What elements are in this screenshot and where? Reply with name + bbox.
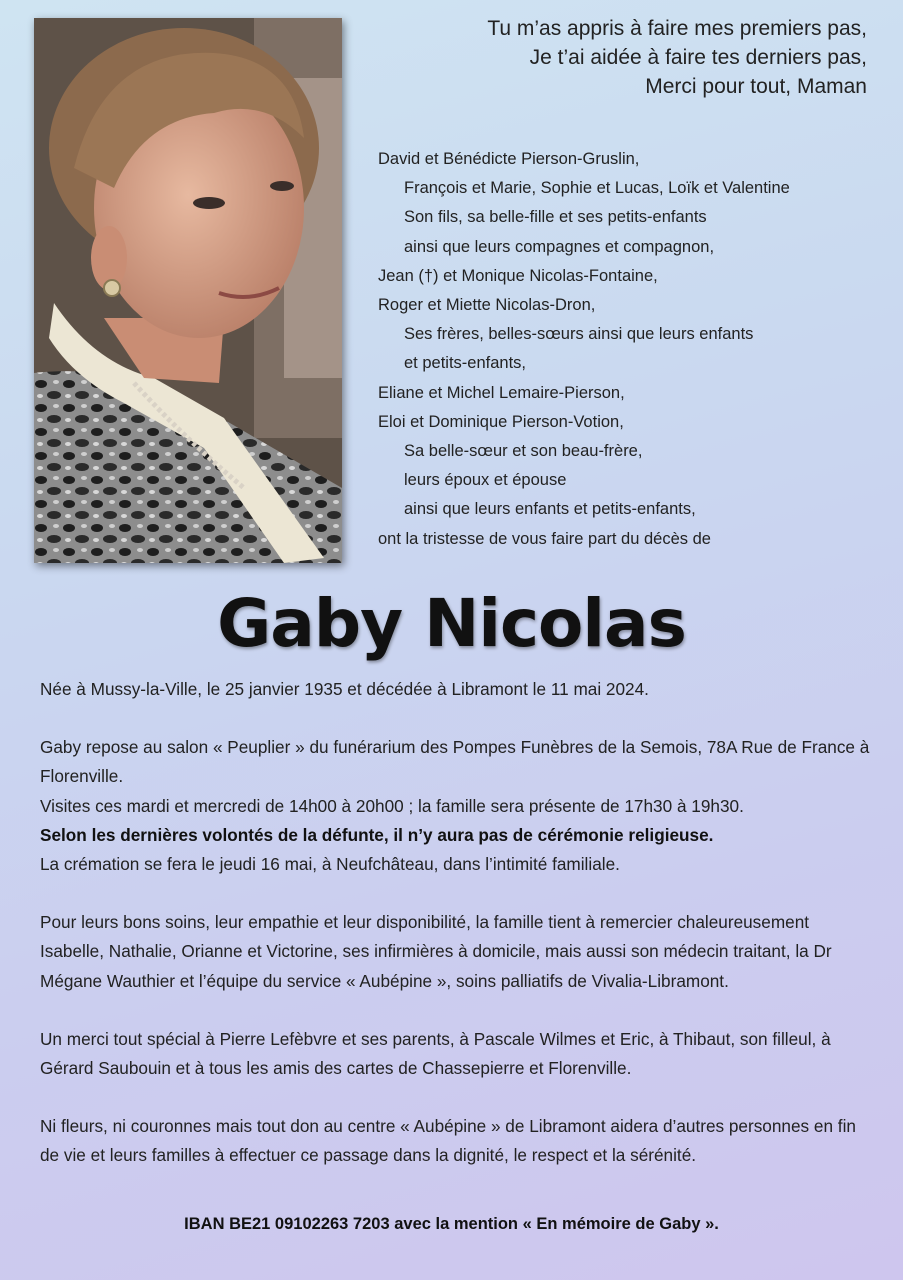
family-line: Ses frères, belles-sœurs ainsi que leurs enfants <box>404 325 754 344</box>
family-line: Roger et Miette Nicolas-Dron, <box>378 296 596 315</box>
cremation-text: La crémation se fera le jeudi 16 mai, à Neufchâteau, dans l’intimité familiale. <box>40 854 620 875</box>
portrait-photo <box>34 18 342 563</box>
funeral-info <box>40 733 870 879</box>
poem-line: Merci pour tout, Maman <box>645 75 867 98</box>
family-line: ainsi que leurs compagnes et compagnon, <box>404 237 715 256</box>
iban-line: IBAN BE21 09102263 7203 avec la mention « En mémoire de Gaby ». <box>184 1215 719 1233</box>
poem <box>387 14 867 101</box>
rest-text: Gaby repose au salon « Peuplier » du funérarium des Pompes Funèbres de la Semois, 78A Rue de France à Florenville. <box>40 737 870 787</box>
family-line: ont la tristesse de vous faire part du décès de <box>378 529 711 548</box>
family-line: ainsi que leurs enfants et petits-enfants, <box>404 500 696 519</box>
family-list <box>378 145 878 554</box>
announcement-body <box>40 675 870 1200</box>
family-line: Son fils, sa belle-fille et ses petits-enfants <box>404 208 707 227</box>
family-line: et petits-enfants, <box>404 354 526 373</box>
family-line: Jean (†) et Monique Nicolas-Fontaine, <box>378 266 658 285</box>
flowers-text: Ni fleurs, ni couronnes mais tout don au centre « Aubépine » de Libramont aidera d’autres personnes en fin de vie et leurs familles à effectuer ce passage dans la dignité, le respect et la sérénité. <box>40 1116 856 1166</box>
family-line: David et Bénédicte Pierson-Gruslin, <box>378 150 640 168</box>
poem-line: Je t’ai aidée à faire tes derniers pas, <box>529 46 867 69</box>
family-line: Eliane et Michel Lemaire-Pierson, <box>378 383 625 402</box>
family-line: Sa belle-sœur et son beau-frère, <box>404 442 643 461</box>
poem-line: Tu m’as appris à faire mes premiers pas, <box>487 17 867 40</box>
birth-death-text: Née à Mussy-la-Ville, le 25 janvier 1935 et décédée à Libramont le 11 mai 2024. <box>40 679 649 699</box>
visits-text: Visites ces mardi et mercredi de 14h00 à 20h00 ; la famille sera présente de 17h30 à 19h30. <box>40 795 744 816</box>
family-line: Eloi et Dominique Pierson-Votion, <box>378 412 624 431</box>
deceased-name: Gaby Nicolas <box>217 585 686 662</box>
thanks-special-text: Un merci tout spécial à Pierre Lefèbvre et ses parents, à Pascale Wilmes et Eric, à Thibaut, son filleul, à Gérard Saubouin et à tous les amis des cartes de Chassepierre et Florenville. <box>40 1028 831 1079</box>
family-line: François et Marie, Sophie et Lucas, Loïk et Valentine <box>404 179 790 198</box>
family-line: leurs époux et épouse <box>404 471 567 490</box>
ceremony-text: Selon les dernières volontés de la défunte, il n’y aura pas de cérémonie religieuse. <box>40 824 714 845</box>
thanks-care-text: Pour leurs bons soins, leur empathie et leur disponibilité, la famille tient à remercier chaleureusement Isabelle, Nathalie, Orianne et Victorine, ses infirmières à domicile, mais aussi son médecin traitant, la Dr Mégane Wauthier et l’équipe du service « Aubépine », soins palliatifs de Vivalia-Libramont. <box>40 912 832 991</box>
